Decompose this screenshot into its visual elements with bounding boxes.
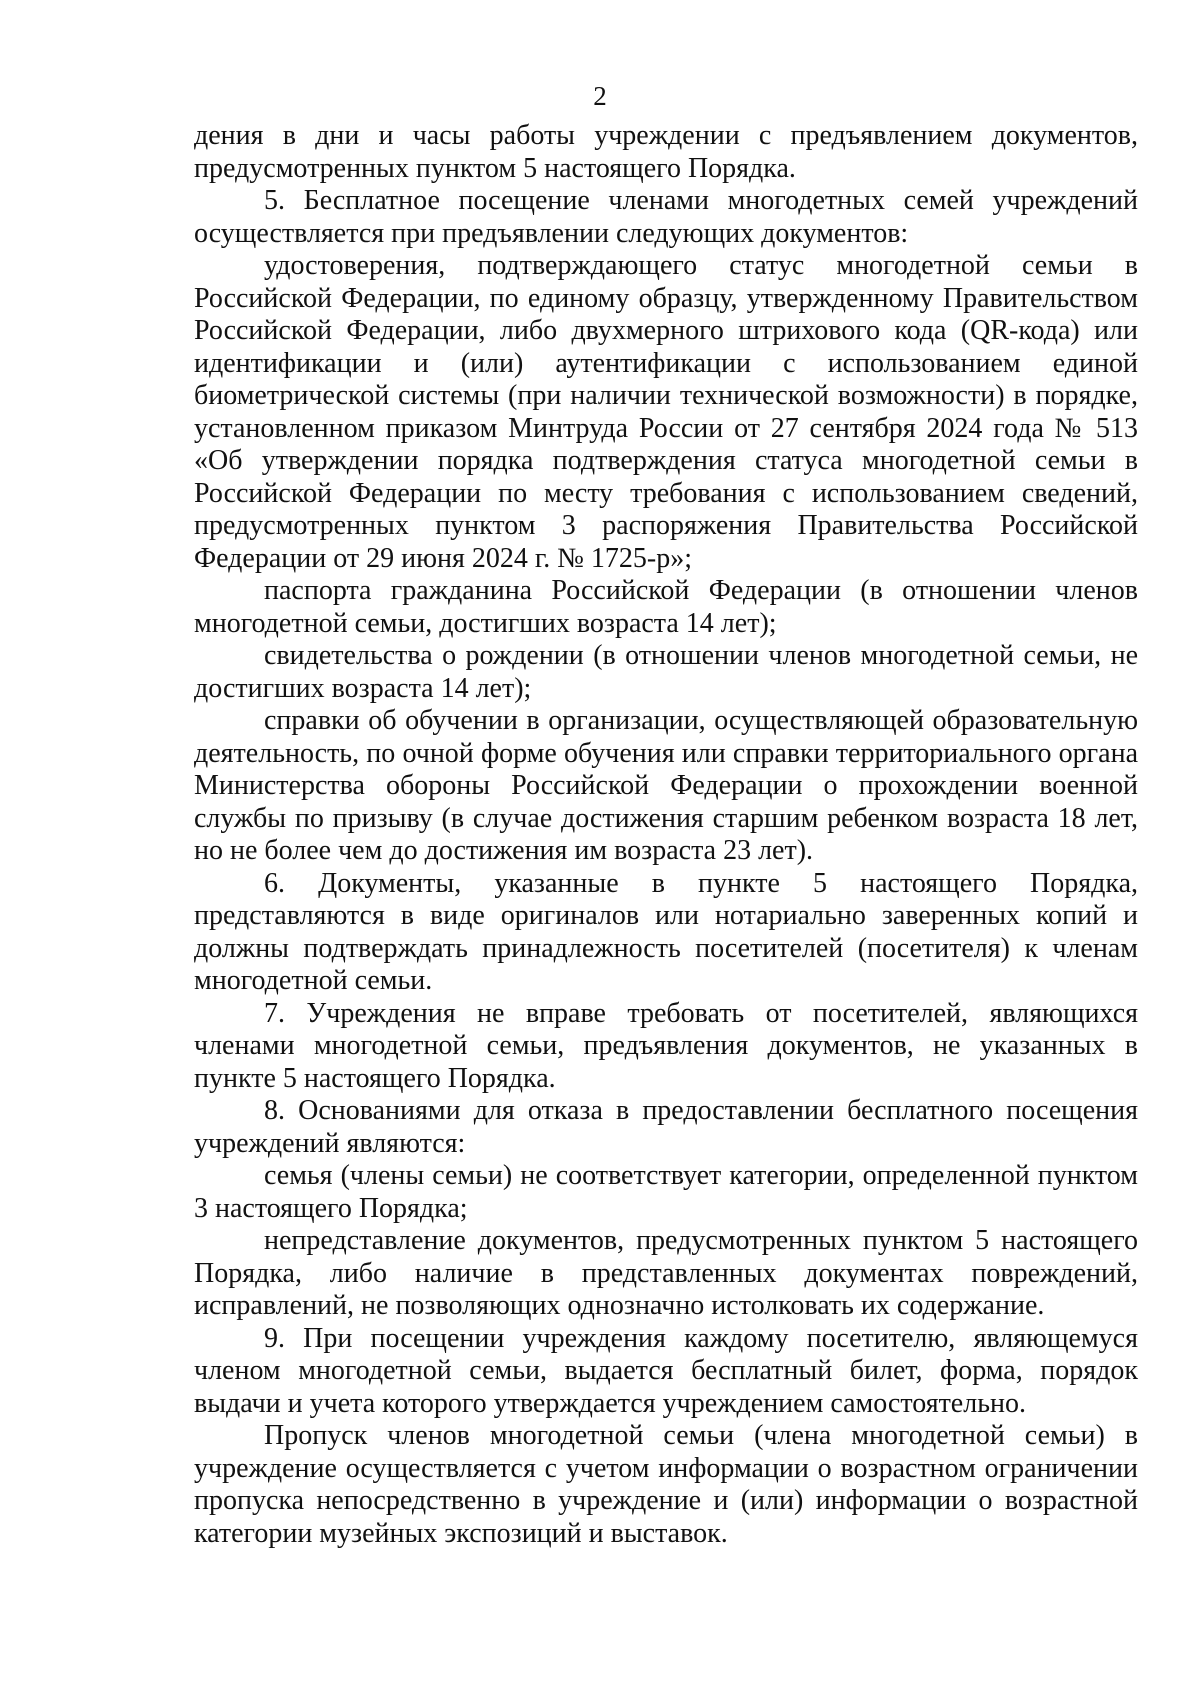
paragraph-passport: паспорта гражданина Российской Федерации (в отношении членов многодетной семьи, достигших возраста 14 лет); [194,575,1138,639]
paragraph-item-5: 5. Бесплатное посещение членами многодетных семей учреждений осуществляется при предъявлении следующих документов: [194,185,1138,249]
paragraph-item-6: 6. Документы, указанные в пункте 5 настоящего Порядка, представляются в виде оригиналов или нотариально заверенных копий и должны подтверждать принадлежность посетителей (посетителя) к членам многодетной семьи. [194,867,1138,996]
paragraph-item-9: 9. При посещении учреждения каждому посетителю, являющемуся членом многодетной семьи, выдается бесплатный билет, форма, порядок выдачи и учета которого утверждается учреждением самостоятельно. [194,1322,1138,1419]
paragraph-education-reference: справки об обучении в организации, осуществляющей образовательную деятельность, по очной форме обучения или справки территориального органа Министерства обороны Российской Федерации о прохождении военной службы по призыву (в случае достижения старшим ребенком возраста 18 лет, но не более чем до достижения им возраста 23 лет). [194,705,1138,866]
paragraph-refusal-documents: непредставление документов, предусмотренных пунктом 5 настоящего Порядка, либо наличие в представленных документах повреждений, исправлений, не позволяющих однозначно истолковать их содержание. [194,1225,1138,1321]
document-body [194,120,1138,1550]
paragraph-item-7: 7. Учреждения не вправе требовать от посетителей, являющихся членами многодетной семьи, предъявления документов, не указанных в пункте 5 настоящего Порядка. [194,997,1138,1094]
paragraph-continuation: дения в дни и часы работы учреждении с предъявлением документов, предусмотренных пунктом 5 настоящего Порядка. [194,120,1138,184]
paragraph-item-8: 8. Основаниями для отказа в предоставлении бесплатного посещения учреждений являются: [194,1095,1138,1159]
paragraph-birth-certificate: свидетельства о рождении (в отношении членов многодетной семьи, не достигших возраста 14 лет); [194,640,1138,704]
paragraph-admission: Пропуск членов многодетной семьи (члена многодетной семьи) в учреждение осуществляется с учетом информации о возрастном ограничении пропуска непосредственно в учреждение и (или) информации о возрастной категории музейных экспозиций и выставок. [194,1420,1138,1549]
paragraph-certificate: удостоверения, подтверждающего статус многодетной семьи в Российской Федерации, по единому образцу, утвержденному Правительством Российской Федерации, либо двухмерного штрихового кода (QR-кода) или идентификации и (или) аутентификации с использованием единой биометрической системы (при наличии технической возможности) в порядке, установленном приказом Минтруда России от 27 сентября 2024 года № 513 «Об утверждении порядка подтверждения статуса многодетной семьи в Российской Федерации по месту требования с использованием сведений, предусмотренных пунктом 3 распоряжения Правительства Российской Федерации от 29 июня 2024 г. № 1725-р»; [194,250,1138,574]
paragraph-refusal-category: семья (члены семьи) не соответствует категории, определенной пунктом 3 настоящего Порядка; [194,1160,1138,1224]
page-number: 2 [593,81,607,111]
